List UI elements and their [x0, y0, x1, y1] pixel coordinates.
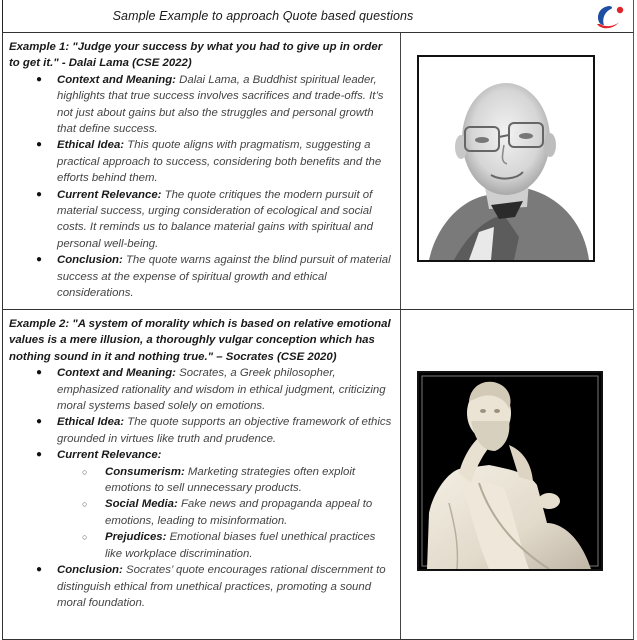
point-item: [9, 447, 394, 562]
point-item: [9, 72, 394, 138]
point-text: Socrates’ quote encourages rational discernment to distinguish ethical from unethical practices, promoting a sound moral foundation.: [57, 564, 386, 609]
sub-point-text: Marketing strategies often exploit emotions to sell unnecessary products.: [105, 465, 356, 495]
hollow-bullet-icon: ○: [82, 466, 88, 477]
sub-point-term: Prejudices:: [105, 531, 167, 544]
bullet-icon: ●: [36, 139, 43, 151]
point-item: [9, 187, 394, 253]
socrates-statue-image: [417, 371, 603, 571]
examples-table: [2, 32, 634, 640]
bullet-icon: ●: [36, 188, 43, 200]
point-term: Current Relevance:: [57, 188, 162, 201]
point-term: Context and Meaning:: [57, 367, 176, 380]
bullet-icon: ●: [36, 564, 43, 576]
point-text: The quote supports an objective framework of ethics grounded in virtues like truth and prudence.: [57, 416, 392, 445]
point-term: Context and Meaning:: [57, 73, 176, 86]
bullet-icon: ●: [36, 254, 43, 266]
point-term: Conclusion:: [57, 254, 123, 267]
example-text-cell: [3, 33, 401, 309]
example-heading: Example 1: "Judge your success by what you had to give up in order to get it." - Dalai Lama (CSE 2022): [9, 41, 383, 70]
sub-points-list: [57, 464, 394, 562]
sub-point-item: [57, 464, 394, 497]
point-text: The quote critiques the modern pursuit of material success, urging consideration of ecological and social costs. It reminds us to balance material gains with spiritual and personal well-being.: [57, 188, 373, 250]
example-image-cell: [401, 33, 633, 309]
point-term: Current Relevance:: [57, 449, 162, 462]
bullet-icon: ●: [36, 449, 43, 461]
hollow-bullet-icon: ○: [82, 532, 88, 543]
sub-point-text: Emotional biases fuel unethical practices like workplace discrimination.: [105, 531, 376, 560]
point-item: [9, 365, 394, 414]
points-list: [9, 365, 394, 611]
example-image-cell: [401, 310, 633, 639]
sub-point-item: [57, 496, 394, 529]
point-term: Ethical Idea:: [57, 139, 125, 152]
point-term: Ethical Idea:: [57, 416, 125, 429]
example-row: [3, 309, 633, 639]
point-item: [9, 252, 394, 301]
bullet-icon: ●: [36, 416, 43, 428]
point-text: This quote aligns with pragmatism, suggesting a practical approach to success, considering both benefits and the efforts behind them.: [57, 139, 382, 185]
example-text-cell: [3, 310, 401, 639]
example-row: [3, 33, 633, 309]
dalai-lama-portrait: [417, 55, 595, 262]
point-text: The quote warns against the blind pursuit of material success at the expense of spiritual growth and ethical considerations.: [57, 254, 391, 300]
page-title: Sample Example to approach Quote based questions: [112, 9, 414, 23]
point-text: Socrates, a Greek philosopher, emphasized rationality and wisdom in ethical judgment, criticizing moral systems based solely on emotions.: [57, 367, 386, 413]
point-item: [9, 562, 394, 611]
point-item: [9, 414, 394, 447]
bullet-icon: ●: [36, 367, 43, 379]
hollow-bullet-icon: ○: [82, 499, 88, 510]
sub-point-text: Fake news and propaganda appeal to emotions, leading to misinformation.: [105, 498, 373, 527]
sub-point-term: Social Media:: [105, 498, 178, 511]
points-list: [9, 72, 394, 302]
sub-point-term: Consumerism:: [105, 465, 185, 478]
brand-logo-icon: [589, 2, 629, 32]
sub-point-item: [57, 529, 394, 562]
point-item: [9, 137, 394, 186]
example-heading: Example 2: "A system of morality which is based on relative emotional values is a mere illusion, a thoroughly vulgar conception which has nothing sound in it and nothing true." – Socrates (CSE 2020): [9, 318, 391, 363]
point-term: Conclusion:: [57, 564, 123, 577]
page-header: [2, 0, 634, 32]
point-text: Dalai Lama, a Buddhist spiritual leader, highlights that true success involves sacrifices and trade-offs. It’s not just about gains but also the struggles and personal growth that define success.: [57, 73, 384, 136]
bullet-icon: ●: [36, 73, 43, 85]
